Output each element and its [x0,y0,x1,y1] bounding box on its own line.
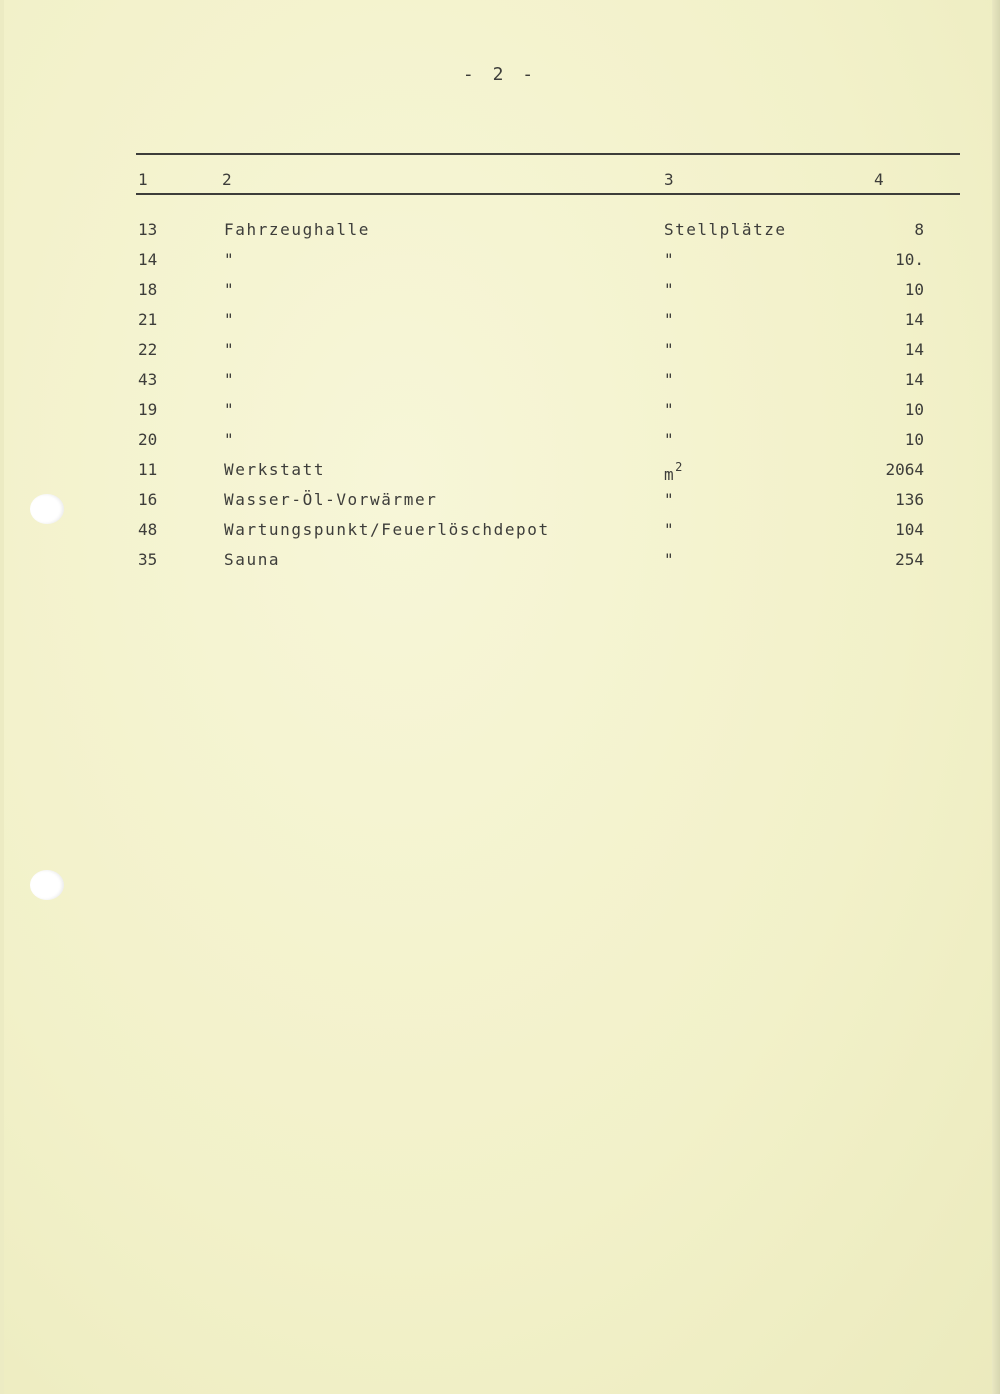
column-header-2: 2 [222,170,232,189]
row-number: 20 [138,430,158,449]
row-unit: " [664,370,676,389]
row-number: 18 [138,280,158,299]
row-number: 21 [138,310,158,329]
table-row [0,220,1000,250]
row-number: 13 [138,220,158,239]
table-rule-header [136,193,960,195]
row-number: 43 [138,370,158,389]
paper-edge-right [992,0,1000,1394]
row-description: " [224,430,236,449]
row-number: 14 [138,250,158,269]
row-number: 48 [138,520,158,539]
row-quantity: 14 [904,310,924,329]
table-row [0,400,1000,430]
column-header-4: 4 [874,170,884,189]
row-quantity: 14 [904,370,924,389]
row-description: Sauna [224,550,281,569]
row-quantity: 8 [914,220,924,239]
table-row [0,520,1000,550]
row-quantity: 104 [895,520,924,539]
table-row [0,490,1000,520]
row-quantity: 136 [895,490,924,509]
row-quantity: 10 [904,280,924,299]
table-row [0,340,1000,370]
row-description: " [224,250,236,269]
row-unit: " [664,400,676,419]
table-row [0,430,1000,460]
row-description: " [224,310,236,329]
row-quantity: 10 [904,400,924,419]
row-quantity: 10. [895,250,924,269]
row-quantity: 14 [904,340,924,359]
table-row [0,250,1000,280]
row-unit: " [664,280,676,299]
row-quantity: 254 [895,550,924,569]
row-description: Fahrzeughalle [224,220,371,239]
table-rule-top [136,153,960,155]
paper-edge-left [0,0,4,1394]
column-header-3: 3 [664,170,674,189]
column-header-1: 1 [138,170,148,189]
row-unit: " [664,430,676,449]
punch-hole-lower [30,870,64,900]
row-unit: " [664,310,676,329]
table-row [0,370,1000,400]
row-description: " [224,370,236,389]
row-number: 11 [138,460,158,479]
row-quantity: 2064 [885,460,924,479]
row-description: Werkstatt [224,460,326,479]
table-row [0,280,1000,310]
table-row [0,460,1000,490]
row-unit: " [664,520,676,539]
row-number: 35 [138,550,158,569]
row-unit: " [664,340,676,359]
row-description: " [224,280,236,299]
row-unit [664,460,684,484]
row-unit: " [664,490,676,509]
row-unit: " [664,550,676,569]
row-quantity: 10 [904,430,924,449]
row-description: Wasser-Öl-Vorwärmer [224,490,438,509]
row-description: Wartungspunkt/Feuerlöschdepot [224,520,550,539]
table-row [0,310,1000,340]
row-unit: Stellplätze [664,220,787,239]
row-description: " [224,400,236,419]
row-description: " [224,340,236,359]
table-row [0,550,1000,580]
row-number: 16 [138,490,158,509]
unit-superscript: 2 [675,460,684,474]
unit-symbol: m [664,465,676,484]
row-number: 22 [138,340,158,359]
page-number: - 2 - [462,64,538,85]
row-unit: " [664,250,676,269]
row-number: 19 [138,400,158,419]
